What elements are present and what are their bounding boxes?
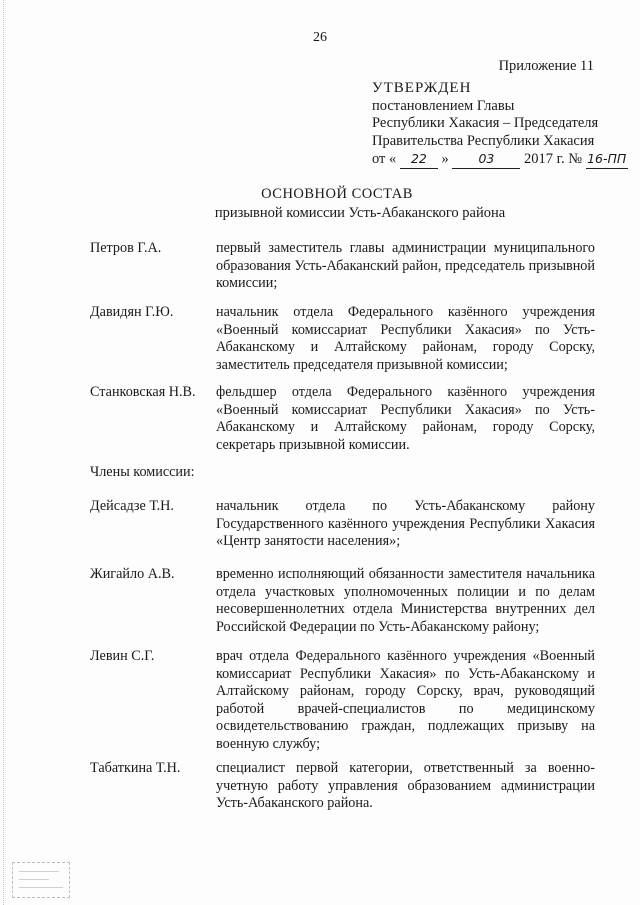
- member-name: Табаткина Т.Н.: [90, 760, 181, 776]
- appendix-label: Приложение 11: [498, 58, 594, 74]
- document-title: [0, 185, 640, 223]
- page-number: 26: [313, 30, 327, 45]
- member-name: Станковская Н.В.: [90, 384, 196, 400]
- scan-edge-mark: [3, 0, 6, 905]
- member-name: Дейсадзе Т.Н.: [90, 498, 174, 514]
- handwritten-day: 22: [400, 150, 438, 169]
- approval-heading: УТВЕРЖДЕН: [372, 80, 472, 96]
- member-name: Давидян Г.Ю.: [90, 304, 174, 320]
- member-role: временно исполняющий обязанности заместителя начальника отдела участковых уполномоченных полиции и по делам несовершеннолетних отдела Министерства внутренних дел Российской Федерации по Усть-Абаканскому району;: [216, 566, 595, 635]
- approval-date-line: [372, 150, 628, 169]
- approval-line-1: постановлением Главы: [372, 97, 515, 114]
- approval-line-2: Республики Хакасия – Председателя: [372, 115, 599, 131]
- handwritten-number: 16-ПП: [586, 150, 628, 169]
- member-role: начальник отдела Федерального казённого учреждения «Военный комиссариат Республики Хакасия» по Усть-Абаканскому и Алтайскому районам, городу Сорску, заместитель председателя призывной комиссии;: [216, 304, 595, 373]
- member-name: Левин С.Г.: [90, 648, 155, 664]
- member-role: специалист первой категории, ответственный за военно-учетную работу управления образованием администрации Усть-Абаканского района.: [216, 760, 595, 812]
- member-name: Петров Г.А.: [90, 240, 162, 256]
- member-role: врач отдела Федерального казённого учреждения «Военный комиссариат Республики Хакасия» по Усть-Абаканскому и Алтайскому районам, городу Сорску, врач, руководящий работой врачей-специалистов по медицинскому освидетельствованию граждан, подлежащих призыву на военную службу;: [216, 648, 595, 752]
- title-line-2: призывной комиссии Усть-Абаканского района: [214, 205, 506, 221]
- approval-block: [372, 80, 628, 169]
- member-role: первый заместитель главы администрации муниципального образования Усть-Абаканский район, председатель призывной комиссии;: [216, 240, 595, 292]
- member-role: фельдшер отдела Федерального казённого учреждения «Военный комиссариат Республики Хакасия» по Усть-Абаканскому и Алтайскому районам, городу Сорску, секретарь призывной комиссии.: [216, 384, 595, 453]
- date-mid: »: [441, 151, 449, 167]
- handwritten-month: 03: [452, 150, 520, 169]
- date-prefix: от «: [372, 151, 397, 167]
- member-name: Жигайло А.В.: [90, 566, 175, 582]
- member-role: начальник отдела по Усть-Абаканскому району Государственного казённого учреждения Республики Хакасия «Центр занятости населения»;: [216, 498, 595, 550]
- scan-stamp: [12, 862, 70, 898]
- approval-line-3: Правительства Республики Хакасия: [372, 132, 595, 149]
- members-heading: Члены комиссии:: [90, 464, 195, 480]
- title-line-1: ОСНОВНОЙ СОСТАВ: [261, 186, 413, 202]
- year-text: 2017 г. №: [524, 151, 583, 167]
